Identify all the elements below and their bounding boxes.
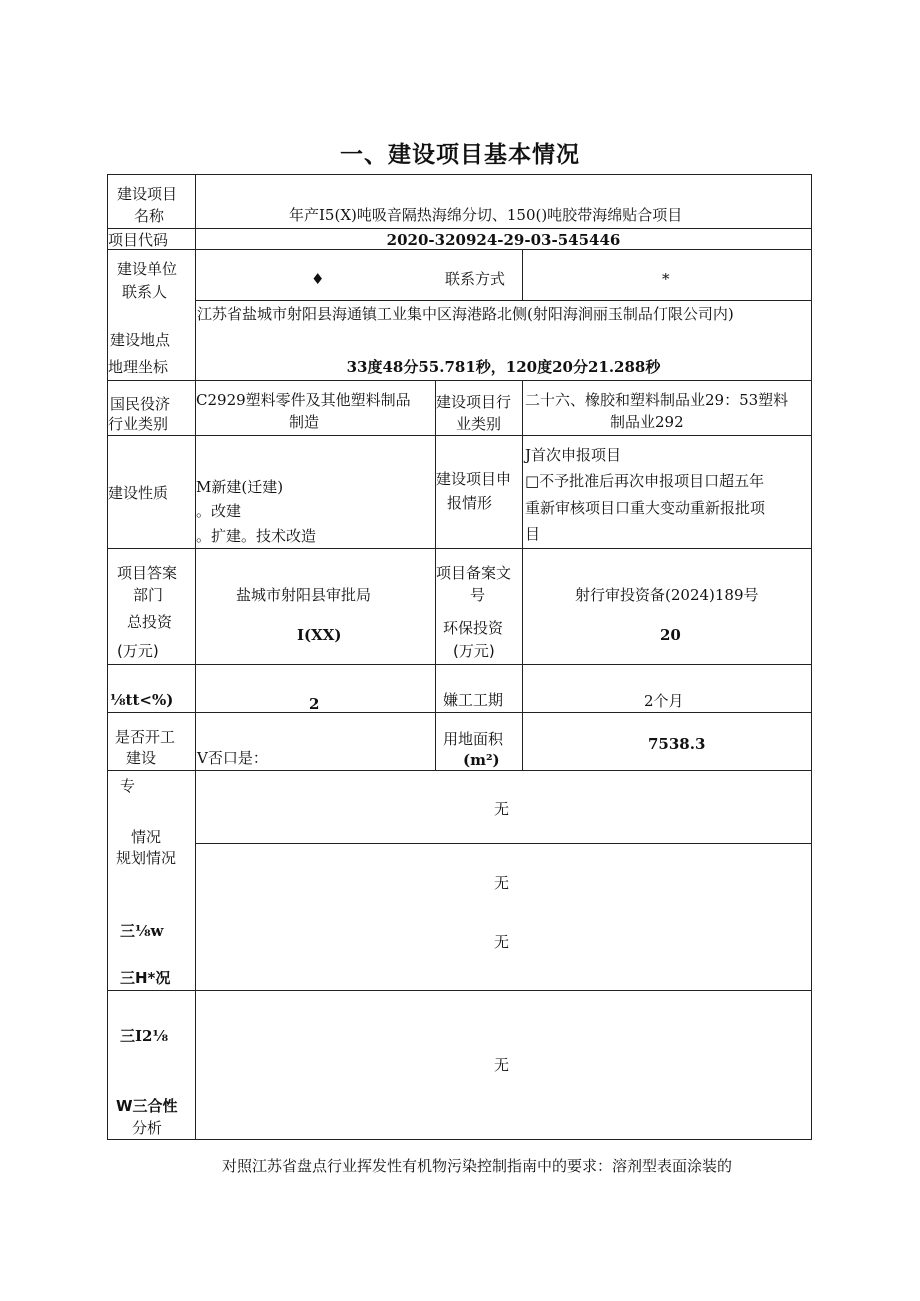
location-label: 建设地点 [110,331,171,349]
nature-option-new: M新建(迁建) [196,478,284,496]
period-value: 2个月 [644,692,684,710]
row-divider [195,843,812,844]
started-value: V否口是： [197,749,268,767]
nature-option-rebuild: 。改建 [196,502,242,520]
ratio-label: ⅛tt<%) [110,691,174,709]
analysis-label-2: W三合性 [116,1097,178,1115]
row-divider [195,300,812,301]
industry-value-2: 制造 [289,413,320,431]
unit-label-2: 联系人 [122,283,168,301]
analysis-label-1: 三I2⅛ [120,1027,168,1045]
nature2-label-2: 报情形 [447,494,493,512]
row-divider [107,990,812,991]
project-name-label-2: 名称 [134,207,165,225]
filing-label-1: 项目备案文 [436,564,512,582]
env-invest-label-2: (万元) [453,642,495,660]
planning-label: 规划情况 [116,849,177,867]
filing-label-2: 号 [470,586,486,604]
project-name-label-1: 建设项目 [117,185,178,203]
page-title: 一、建设项目基本情况 [340,142,580,168]
planning-env-label-1: 三⅛w [120,922,164,940]
industry-label-2: 行业类别 [108,415,169,433]
special-label-1: 专 [120,777,136,795]
ratio-value: 2 [309,695,320,713]
row-divider [107,435,812,436]
dept-label-1: 项目答案 [117,564,178,582]
declare-line-4: 目 [525,525,541,543]
coords-label: 地理坐标 [108,358,169,376]
filing-value: 射行审投资备(2024)189号 [575,586,759,604]
contact-value: * [662,270,670,288]
row-divider [107,712,812,713]
period-label: 嫌工工期 [443,691,504,709]
started-label-2: 建设 [126,749,157,767]
env-invest-label-1: 环保投资 [443,619,504,637]
industry2-value-1: 二十六、橡胶和塑料制品业29：53塑料 [525,391,789,409]
declare-line-2: □不予批准后再次申报项目口超五年 [525,472,765,490]
declare-line-3: 重新审核项目口重大变动重新报批项 [525,499,766,517]
env-invest-value: 20 [660,626,681,644]
special-label-2: 情况 [131,828,162,846]
row-divider [107,548,812,549]
location-value: 江苏省盐城市射阳县海通镇工业集中区海港路北侧(射阳海涧丽玉制品仃限公司内) [197,305,734,323]
land-label-2: (m²) [463,751,500,769]
analysis-value: 无 [494,1056,510,1074]
industry2-label-1: 建设项目行 [436,393,512,411]
col-divider [522,249,523,300]
contact-label: 联系方式 [445,270,506,288]
industry2-label-2: 业类别 [456,415,502,433]
invest-label-1: 总投资 [127,613,173,631]
land-value: 7538.3 [648,735,706,753]
coords-value: 33度48分55.781秒，120度20分21.288秒 [346,358,661,376]
unit-value: ♦ [311,270,325,288]
declare-line-1: J首次申报项目 [525,446,622,464]
started-label-1: 是否开工 [115,728,176,746]
row-divider [107,664,812,665]
row-divider [107,770,812,771]
invest-label-2: (万元) [117,642,159,660]
invest-value: I(XX) [297,626,342,644]
planning-env-value: 无 [494,933,510,951]
project-code-value: 2020-320924-29-03-545446 [386,231,621,249]
industry-label-1: 国民役济 [110,395,171,413]
land-label-1: 用地面积 [443,730,504,748]
unit-label-1: 建设单位 [117,260,178,278]
industry-value-1: C2929塑料零件及其他塑料制品 [196,391,411,409]
dept-label-2: 部门 [133,586,164,604]
footer-paragraph: 对照江苏省盘点行业挥发性有机物污染控制指南中的要求：溶剂型表面涂装的 [222,1157,733,1175]
project-code-label: 项目代码 [108,231,169,249]
nature-option-expand: 。扩建。技术改造 [196,527,317,545]
col-divider [195,174,196,1140]
nature-label: 建设性质 [108,484,169,502]
planning-env-label-2: 三H*况 [120,969,171,987]
dept-value: 盐城市射阳县审批局 [236,586,372,604]
special-value: 无 [494,800,510,818]
row-divider [107,380,812,381]
nature2-label-1: 建设项目申 [436,470,512,488]
planning-value: 无 [494,874,510,892]
col-divider [522,380,523,770]
project-name-value: 年产I5(X)吨吸音隔热海绵分切、150()吨胶带海绵贴合项目 [289,206,683,224]
analysis-label-3: 分析 [132,1119,163,1137]
industry2-value-2: 制品业292 [610,413,684,431]
